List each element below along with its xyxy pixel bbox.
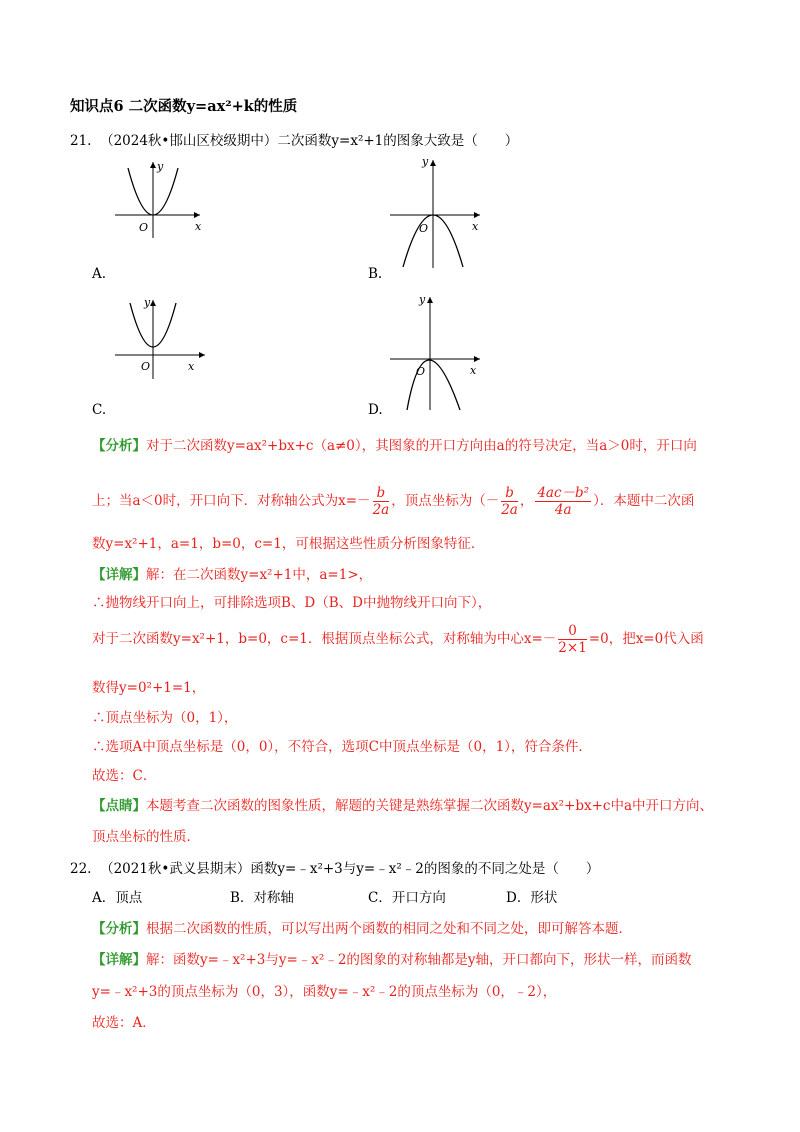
analysis-text: ，顶点坐标为（－ (391, 493, 500, 509)
q22-detail-line-1 (92, 951, 692, 969)
detail-line-7: 故选：C． (92, 768, 157, 784)
x-axis-label: x (188, 360, 195, 373)
detail-tag: 【详解】 (92, 567, 146, 583)
comment-line-2: 顶点坐标的性质． (92, 829, 200, 845)
origin-label: O (139, 221, 149, 234)
question-text: 二次函数y=x²+1的图象大致是（ ） (277, 133, 519, 149)
comment-tag: 【点睛】 (92, 798, 146, 814)
comment-line-1 (92, 797, 713, 815)
y-axis-label: y (144, 296, 151, 309)
detail-line-4: 数得y=0²+1=1， (92, 680, 206, 696)
question-22-stem (70, 860, 599, 878)
analysis-text: ）．本题中二次函 (593, 493, 695, 509)
analysis-text: 上；当a＜0时，开口向下．对称轴公式为x=－ (92, 493, 371, 509)
q22-detail-line-2: y=﹣x²+3的顶点坐标为（0，3），函数y=﹣x²﹣2的顶点坐标为（0，﹣2）， (92, 984, 557, 1000)
graph-option-b (385, 155, 485, 270)
fraction (535, 485, 591, 518)
question-number: 21. (70, 133, 92, 149)
analysis-text: 根据二次函数的性质，可以写出两个函数的相同之处和不同之处，即可解答本题． (146, 921, 632, 937)
option-a-label[interactable]: A. (92, 266, 107, 282)
fraction-denominator: 2a (372, 502, 390, 518)
detail-line-1 (92, 566, 372, 584)
detail-line-5: ∴顶点坐标为（0，1）， (92, 710, 238, 726)
y-axis-label: y (422, 155, 429, 168)
option-a[interactable]: A．顶点 (92, 890, 143, 906)
detail-line-2: ∴抛物线开口向上，可排除选项B、D（B、D中抛物线开口向下）， (92, 595, 492, 611)
detail-text: 解：函数y=﹣x²+3与y=﹣x²﹣2的图象的对称轴都是y轴，开口都向下，形状一样，而函数 (146, 952, 692, 968)
analysis-line-2 (92, 484, 694, 518)
x-axis-label: x (195, 220, 202, 233)
fraction (558, 623, 587, 656)
detail-text: 解：在二次函数y=x²+1中，a=1>， (146, 567, 373, 583)
fraction-numerator: b (373, 485, 390, 502)
question-21-stem (70, 132, 518, 150)
y-axis-label: y (419, 293, 426, 306)
comment-text: 本题考查二次函数的图象性质，解题的关键是熟练掌握二次函数y=ax²+bx+c中a中开口方向、 (146, 798, 713, 814)
q22-analysis-line (92, 920, 632, 938)
question-source: （2024秋•邯山区校级期中） (100, 133, 278, 149)
section-title: 知识点6 二次函数y=ax²+k的性质 (70, 98, 298, 115)
question-text: 函数y=﹣x²+3与y=﹣x²﹣2的图象的不同之处是（ ） (250, 861, 600, 877)
fraction-numerator: 4ac－b² (537, 485, 590, 501)
fraction-denominator: 2a (501, 502, 518, 518)
analysis-line-3: 数y=x²+1，a=1，b=0，c=1，可根据这些性质分析图象特征． (92, 536, 485, 552)
option-c[interactable]: C．开口方向 (368, 890, 446, 906)
detail-text: =0，把x=0代入函 (588, 631, 704, 647)
analysis-tag: 【分析】 (92, 438, 146, 454)
analysis-text: ， (519, 493, 534, 509)
origin-label: O (419, 222, 429, 235)
question-number: 22. (70, 861, 92, 877)
analysis-tag: 【分析】 (92, 921, 146, 937)
option-b-label[interactable]: B. (368, 266, 383, 282)
q22-detail-line-3: 故选：A． (92, 1015, 156, 1031)
question-source: （2021秋•武义县期末） (100, 861, 251, 877)
graph-option-a (110, 160, 210, 240)
y-axis-label: y (157, 160, 164, 173)
detail-tag: 【详解】 (92, 952, 146, 968)
detail-line-6: ∴选项A中顶点坐标是（0，0），不符合，选项C中顶点坐标是（0，1），符合条件． (92, 739, 592, 755)
analysis-text: 对于二次函数y=ax²+bx+c（a≠0），其图象的开口方向由a的符号决定，当a＞0时，开口向 (146, 438, 697, 454)
fraction-denominator: 4a (554, 502, 572, 518)
x-axis-label: x (470, 364, 477, 377)
fraction (373, 485, 390, 518)
option-d-label[interactable]: D. (368, 402, 383, 418)
fraction-denominator: 2×1 (558, 640, 587, 656)
fraction (501, 485, 518, 518)
detail-line-3 (92, 622, 704, 656)
detail-text: 对于二次函数y=x²+1，b=0，c=1．根据顶点坐标公式，对称轴为中心x=－ (92, 631, 557, 647)
x-axis-label: x (472, 220, 479, 233)
graph-option-c (110, 295, 210, 380)
option-d[interactable]: D．形状 (506, 890, 558, 906)
option-b[interactable]: B．对称轴 (230, 890, 294, 906)
graph-option-d (385, 292, 485, 412)
fraction-numerator: b (501, 485, 518, 502)
option-c-label[interactable]: C. (92, 402, 107, 418)
analysis-line-1 (92, 437, 697, 455)
fraction-numerator: 0 (558, 623, 587, 640)
origin-label: O (416, 365, 426, 378)
origin-label: O (141, 360, 151, 373)
